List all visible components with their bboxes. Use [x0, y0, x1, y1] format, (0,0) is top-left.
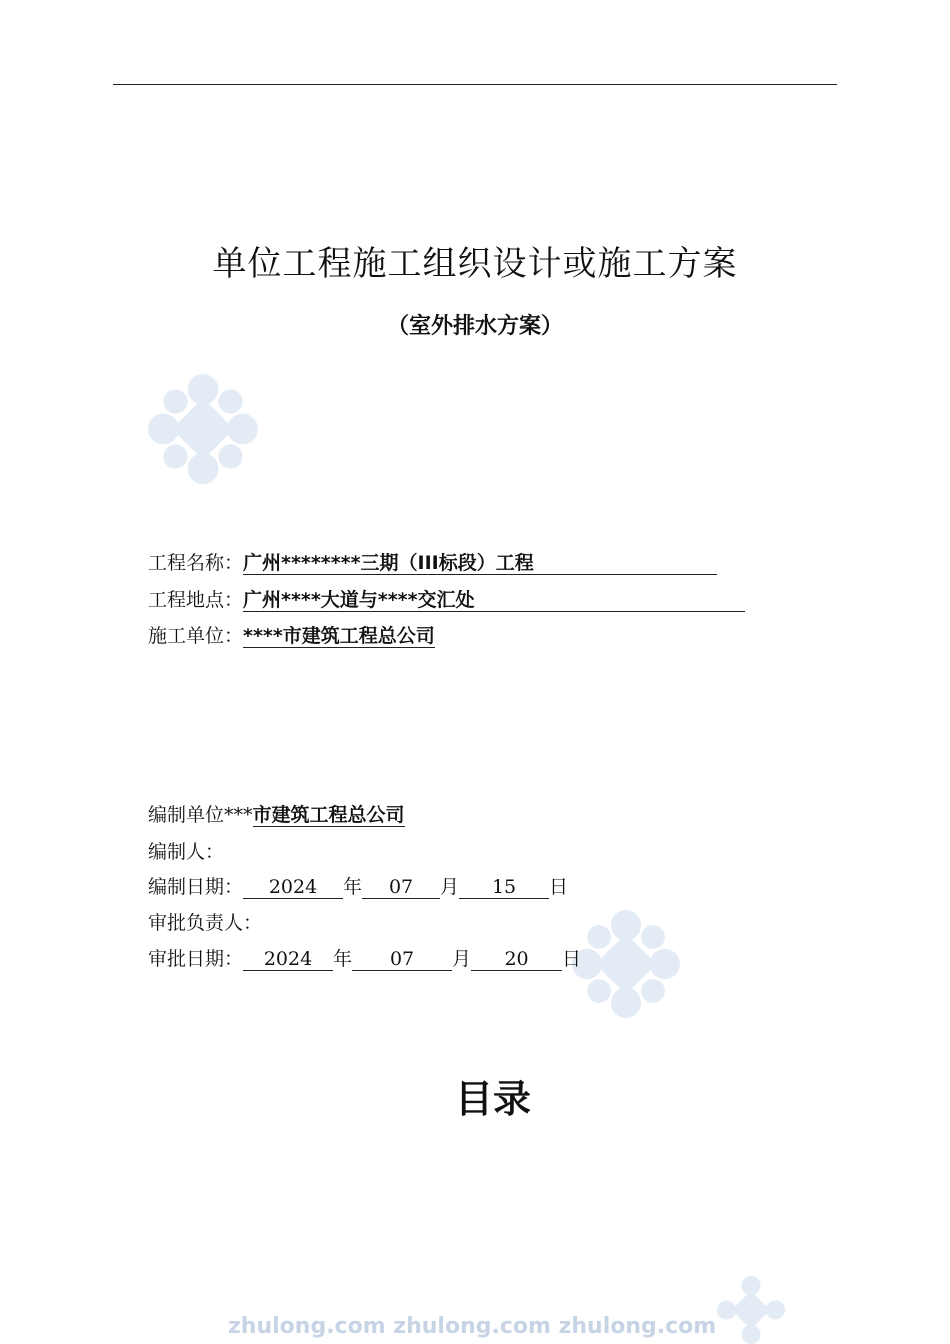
- day-unit: 日: [549, 876, 569, 898]
- builder-row: [148, 622, 435, 650]
- project-site-label: 工程地点：: [148, 589, 244, 611]
- approve-day: 20: [471, 948, 562, 971]
- compile-unit-value: 市建筑工程总公司: [252, 804, 405, 826]
- approve-date-row: [148, 945, 581, 973]
- approve-date-label: 审批日期：: [148, 948, 244, 970]
- month-unit: 月: [440, 876, 460, 898]
- approve-month: 07: [352, 948, 452, 971]
- compile-unit-label: 编制单位***: [148, 804, 253, 826]
- toc-heading: 目录: [454, 1077, 531, 1121]
- compile-year: 2024: [243, 876, 343, 899]
- compile-day: 15: [459, 876, 549, 899]
- project-name-label: 工程名称：: [148, 552, 244, 574]
- approve-year: 2024: [243, 948, 333, 971]
- compile-date-label: 编制日期：: [148, 876, 244, 898]
- author-row: [148, 838, 224, 866]
- document-subtitle: （室外排水方案）: [386, 314, 563, 339]
- project-name-value: 广州********三期（III标段）工程: [243, 552, 717, 575]
- snowflake-logo-icon: [570, 910, 682, 1018]
- day-unit: 日: [562, 948, 582, 970]
- author-label: 编制人：: [148, 841, 225, 863]
- approver-label: 审批负责人：: [148, 912, 263, 934]
- compile-month: 07: [362, 876, 440, 899]
- project-name-row: [148, 549, 717, 577]
- document-title: 单位工程施工组织设计或施工方案: [212, 244, 738, 284]
- project-site-row: [148, 586, 745, 614]
- watermark-text: zhulong.com zhulong.com zhulong.com: [228, 1314, 717, 1339]
- approver-row: [148, 909, 262, 937]
- compile-date-row: [148, 873, 568, 901]
- builder-value: ****市建筑工程总公司: [243, 625, 435, 647]
- snowflake-logo-icon: [146, 374, 260, 484]
- compile-unit-row: [148, 801, 405, 829]
- year-unit: 年: [333, 948, 353, 970]
- header-rule: [113, 84, 837, 85]
- project-site-value: 广州****大道与****交汇处: [243, 589, 745, 612]
- builder-label: 施工单位：: [148, 625, 244, 647]
- year-unit: 年: [343, 876, 363, 898]
- month-unit: 月: [452, 948, 472, 970]
